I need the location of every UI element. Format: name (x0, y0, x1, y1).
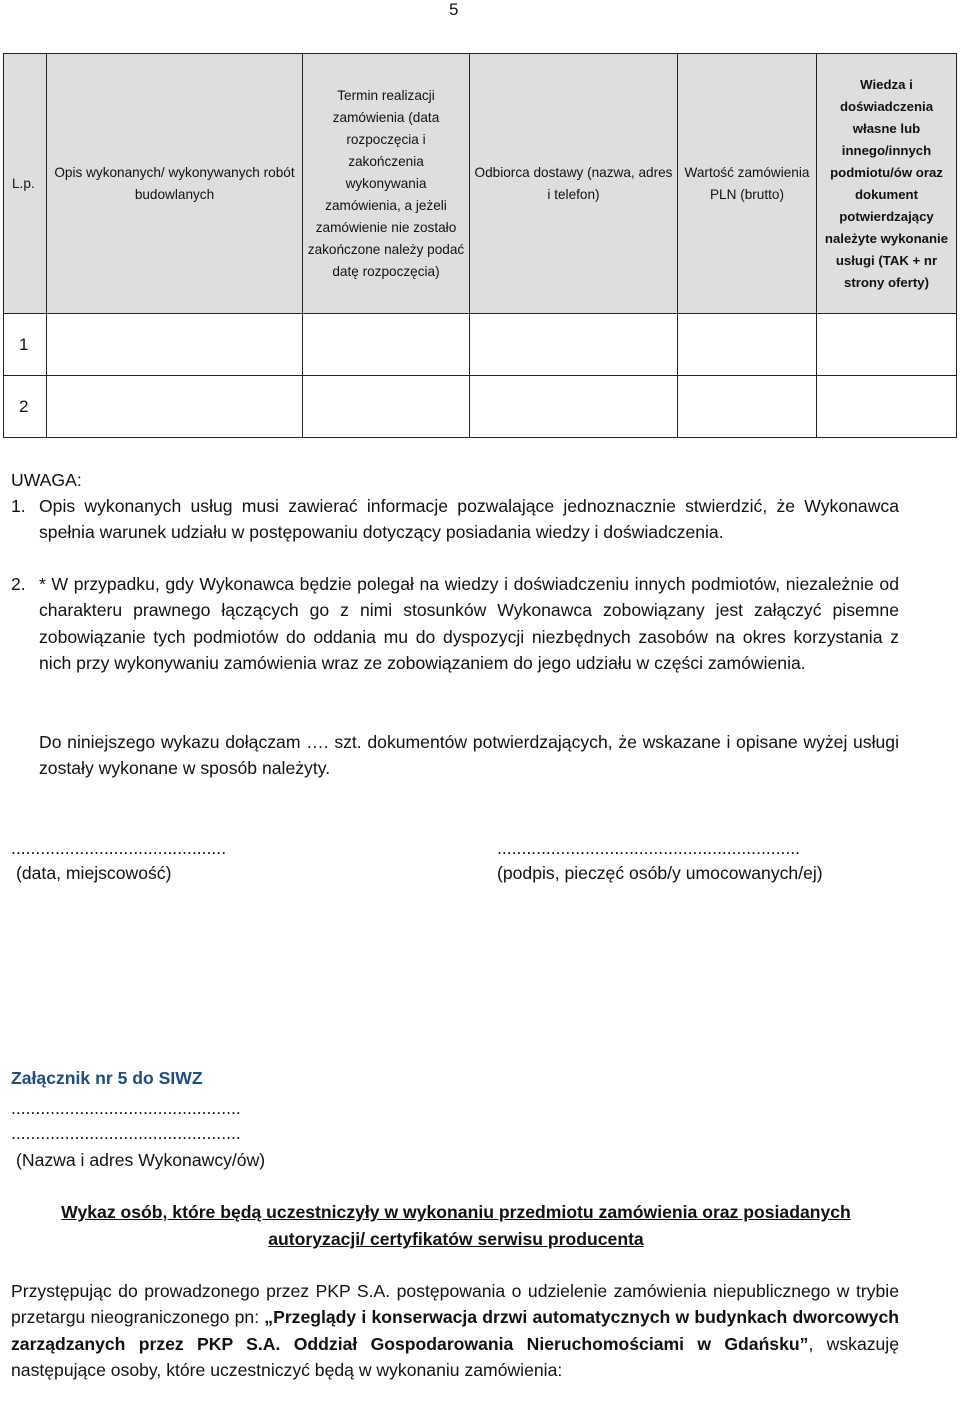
intro-paragraph (11, 1278, 899, 1384)
page-number: 5 (449, 0, 459, 19)
row-number: 2 (4, 376, 47, 438)
annex-dots-1: ............................................... (11, 1098, 241, 1118)
table-cell[interactable] (470, 376, 678, 438)
header-recipient: Odbiorca dostawy (nazwa, adres i telefon) (470, 54, 678, 314)
uwaga-item2-number: 2. (11, 574, 26, 594)
header-lp: L.p. (4, 54, 47, 314)
intro-text-1: Przystępując do prowadzonego przez PKP S.A. postępowania o udzielenie zamówienia niepublicznego w trybie przetargu nieograniczonego pn: (11, 1281, 899, 1328)
header-value: Wartość zamówienia PLN (brutto) (678, 54, 817, 314)
header-description: Opis wykonanych/ wykonywanych robót budowlanych (47, 54, 303, 314)
signature-sign-dots: .............................................................. (497, 838, 801, 858)
table-cell[interactable] (47, 376, 303, 438)
signature-date-label: (data, miejscowość) (16, 863, 172, 883)
table-cell[interactable] (303, 314, 470, 376)
experience-table (3, 53, 957, 438)
uwaga-item1-number: 1. (11, 496, 26, 516)
table-cell[interactable] (678, 314, 817, 376)
heading-line-1: Wykaz osób, które będą uczestniczyły w wykonaniu przedmiotu zamówienia oraz posiadanych (61, 1202, 851, 1222)
table-cell[interactable] (817, 314, 957, 376)
header-term: Termin realizacji zamówienia (data rozpoczęcia i zakończenia wykonywania zamówienia, a jeżeli zamówienie nie zostało zakończone należy podać datę rozpoczęcia) (303, 54, 470, 314)
annex-dots-2: ............................................... (11, 1123, 241, 1143)
table-cell[interactable] (470, 314, 678, 376)
attachment-statement: Do niniejszego wykazu dołączam …. szt. dokumentów potwierdzających, że wskazane i opisane wyżej usługi zostały wykonane w sposób należyty. (39, 732, 899, 779)
table-cell[interactable] (678, 376, 817, 438)
annex-title: Załącznik nr 5 do SIWZ (11, 1068, 203, 1088)
heading-line-2: autoryzacji/ certyfikatów serwisu producenta (268, 1229, 644, 1249)
uwaga-item1-text: Opis wykonanych usług musi zawierać informacje pozwalające jednoznacznie stwierdzić, że Wykonawca spełnia warunek udziału w postępowaniu dotyczący posiadania wiedzy i doświadczenia. (39, 496, 899, 543)
contractor-label: (Nazwa i adres Wykonawcy/ów) (16, 1150, 266, 1170)
signature-date-dots: ............................................ (11, 838, 227, 858)
table-row (4, 376, 957, 438)
table-cell[interactable] (817, 376, 957, 438)
table-cell[interactable] (303, 376, 470, 438)
intro-title: „Przeglądy i konserwacja drzwi automatycznych w budynkach dworcowych zarządzanych przez PKP S.A. Oddział Gospodarowania Nieruchomościami w Gdańsku” (11, 1307, 900, 1354)
row-number: 1 (4, 314, 47, 376)
header-knowledge: Wiedza i doświadczenia własne lub innego/innych podmiotu/ów oraz dokument potwierdzający należyte wykonanie usługi (TAK + nr strony oferty) (817, 54, 957, 314)
signature-sign-label: (podpis, pieczęć osób/y umocowanych/ej) (497, 863, 823, 883)
intro-text-2: , wskazuję następujące osoby, które uczestniczyć będą w wykonaniu zamówienia: (11, 1333, 900, 1381)
table-row (4, 314, 957, 376)
table-cell[interactable] (47, 314, 303, 376)
uwaga-label: UWAGA: (11, 470, 82, 490)
uwaga-item2-text: * W przypadku, gdy Wykonawca będzie polegał na wiedzy i doświadczeniu innych podmiotów, niezależnie od charakteru prawnego łączących go z nimi stosunków Wykonawca zobowiązany jest załączyć pisemne zobowiązanie tych podmiotów do oddania mu do dyspozycji niezbędnych zasobów na okres korzystania z nich przy wykonywaniu zamówienia wraz ze zobowiązaniem do jego udziału w części zamówienia. (39, 574, 899, 674)
